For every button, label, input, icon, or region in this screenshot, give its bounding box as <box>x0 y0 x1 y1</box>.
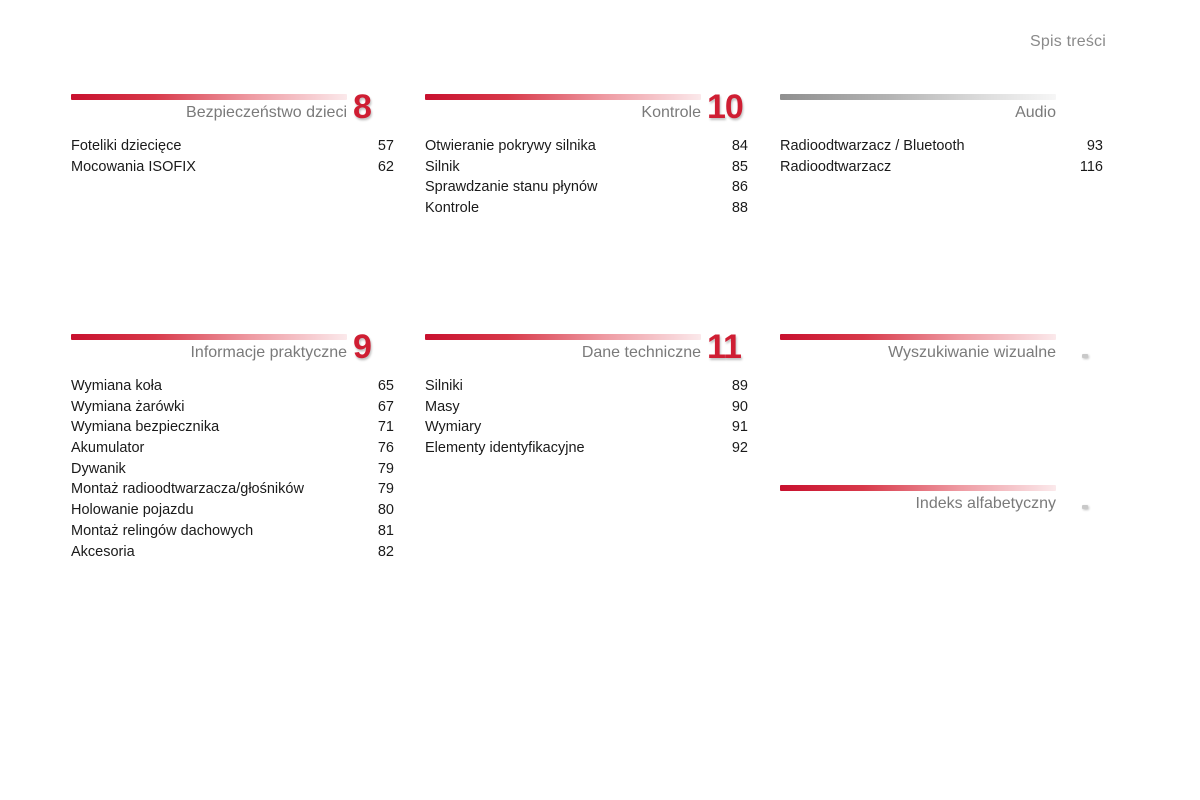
toc-entry-page: 80 <box>377 502 394 519</box>
toc-entry-label: Radioodtwarzacz <box>780 158 892 175</box>
toc-entry[interactable] <box>425 177 749 198</box>
toc-entry[interactable] <box>425 157 749 178</box>
section-bar <box>780 94 1056 100</box>
section-bar <box>780 485 1056 491</box>
toc-list <box>780 136 1104 177</box>
toc-entry-label: Montaż radioodtwarzacza/głośników <box>71 481 304 498</box>
toc-entry[interactable] <box>71 542 395 563</box>
toc-entry-label: Silniki <box>425 378 463 394</box>
toc-entry-page: 88 <box>731 200 748 217</box>
chapter-number: 10 <box>707 88 743 126</box>
toc-entry-label: Akumulator <box>71 440 145 457</box>
section-marker-icon <box>1082 354 1088 358</box>
toc-entry[interactable] <box>425 198 749 219</box>
toc-entry-page: 79 <box>377 460 394 477</box>
toc-entry[interactable] <box>71 438 395 459</box>
toc-entry-label: Wymiana bezpiecznika <box>71 419 220 436</box>
toc-entry[interactable] <box>71 521 395 542</box>
toc-entry-page: 85 <box>731 158 748 175</box>
toc-entry-label: Silnik <box>425 158 460 175</box>
chapter-number: 8 <box>353 88 371 126</box>
toc-list <box>425 376 749 459</box>
toc-entry[interactable] <box>425 136 749 157</box>
toc-entry[interactable] <box>71 500 395 521</box>
toc-entry-page: 65 <box>377 378 394 394</box>
section-bar <box>425 334 701 340</box>
section-bar <box>71 94 347 100</box>
toc-list <box>425 136 749 219</box>
toc-entry-page: 90 <box>731 398 748 415</box>
toc-list <box>71 136 395 177</box>
toc-entry[interactable] <box>71 459 395 480</box>
toc-entry-page: 91 <box>731 419 748 436</box>
toc-entry-page: 93 <box>1086 138 1103 154</box>
toc-entry-page: 76 <box>377 440 394 457</box>
toc-entry-page: 67 <box>377 398 394 415</box>
toc-entry-label: Dywanik <box>71 460 126 477</box>
toc-entry-page: 81 <box>377 522 394 539</box>
chapter-number: 9 <box>353 328 371 366</box>
toc-entry-label: Radioodtwarzacz / Bluetooth <box>780 138 965 154</box>
section-bar <box>71 334 347 340</box>
toc-entry[interactable] <box>71 157 395 178</box>
toc-entry[interactable] <box>71 479 395 500</box>
toc-entry[interactable] <box>71 397 395 418</box>
toc-entry-label: Wymiana żarówki <box>71 398 185 415</box>
toc-entry-page: 89 <box>731 378 748 394</box>
toc-entry-page: 116 <box>1079 158 1103 175</box>
toc-entry[interactable] <box>71 417 395 438</box>
toc-entry-label: Elementy identyfikacyjne <box>425 440 585 457</box>
section-title[interactable]: Audio <box>1015 104 1056 121</box>
section-title[interactable]: Kontrole <box>641 104 701 121</box>
toc-entry-label: Holowanie pojazdu <box>71 502 194 519</box>
toc-entry-page: 92 <box>731 440 748 457</box>
toc-entry-page: 57 <box>377 138 394 154</box>
toc-entry-page: 62 <box>377 158 394 175</box>
section-title[interactable]: Informacje praktyczne <box>190 344 347 361</box>
toc-entry[interactable] <box>71 376 395 397</box>
toc-entry-page: 86 <box>731 179 748 196</box>
toc-entry-label: Masy <box>425 398 460 415</box>
toc-entry-page: 79 <box>377 481 394 498</box>
section-title[interactable]: Wyszukiwanie wizualne <box>888 344 1056 361</box>
toc-entry-label: Mocowania ISOFIX <box>71 158 196 175</box>
toc-list <box>71 376 395 562</box>
toc-entry[interactable] <box>425 438 749 459</box>
section-title[interactable]: Bezpieczeństwo dzieci <box>186 104 347 121</box>
section-marker-icon <box>1082 505 1088 509</box>
toc-entry-page: 82 <box>377 543 394 560</box>
toc-entry[interactable] <box>71 136 395 157</box>
section-title[interactable]: Dane techniczne <box>581 344 701 361</box>
toc-entry[interactable] <box>425 397 749 418</box>
toc-entry[interactable] <box>425 376 749 397</box>
toc-entry-label: Sprawdzanie stanu płynów <box>425 179 598 196</box>
toc-entry-page: 84 <box>731 138 748 154</box>
page-header-title: Spis treści <box>1030 33 1106 50</box>
toc-entry-label: Foteliki dziecięce <box>71 138 182 154</box>
toc-entry[interactable] <box>780 157 1104 178</box>
toc-entry-page: 71 <box>377 419 394 436</box>
toc-entry-label: Wymiary <box>425 419 482 436</box>
toc-entry-label: Otwieranie pokrywy silnika <box>425 138 596 154</box>
chapter-number: 11 <box>707 328 741 366</box>
toc-entry-label: Akcesoria <box>71 543 135 560</box>
toc-entry-label: Kontrole <box>425 200 480 217</box>
section-bar <box>780 334 1056 340</box>
section-bar <box>425 94 701 100</box>
toc-entry-label: Wymiana koła <box>71 378 162 394</box>
section-title[interactable]: Indeks alfabetyczny <box>915 495 1056 512</box>
toc-entry-label: Montaż relingów dachowych <box>71 522 254 539</box>
toc-entry[interactable] <box>425 417 749 438</box>
toc-entry[interactable] <box>780 136 1104 157</box>
